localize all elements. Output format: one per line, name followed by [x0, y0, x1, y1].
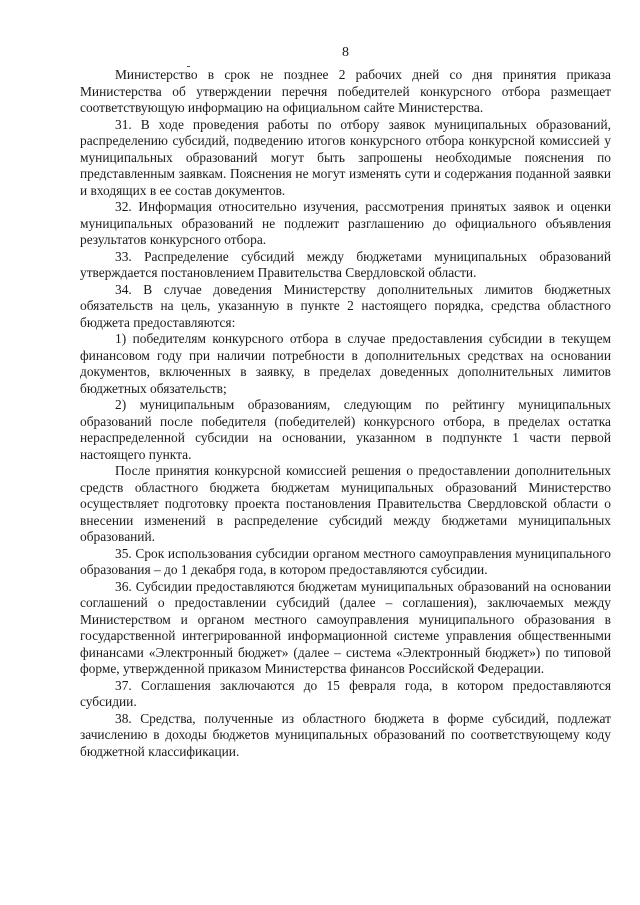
paragraph-34-item-1: 1) победителям конкурсного отбора в случае предоставления субсидии в текущем финансовом году при наличии потребности в дополнительных средствах на основании документов, включенных в заявку, в пределах доведенных дополнительных лимитов бюджетных обязательств;	[80, 331, 611, 396]
paragraph-33: 33. Распределение субсидий между бюджетами муниципальных образований утверждается постановлением Правительства Свердловской области.	[80, 248, 611, 280]
paragraph-34-followup: После принятия конкурсной комиссией решения о предоставлении дополнительных средств областного бюджета бюджетам муниципальных образований Министерство осуществляет подготовку проекта постановления Правительства Свердловской области о внесении изменений в распределение субсидий между бюджетами муниципальных образований.	[80, 463, 611, 544]
paragraph-37: 37. Соглашения заключаются до 15 февраля года, в котором предоставляются субсидии.	[80, 677, 611, 709]
paragraph-32: 32. Информация относительно изучения, рассмотрения принятых заявок и оценки муниципальных образований не подлежит разглашению до официального объявления результатов конкурсного отбора.	[80, 199, 611, 247]
paragraph-publication-notice: Министерство в срок не позднее 2 рабочих дней со дня принятия приказа Министерства об утверждении перечня победителей конкурсного отбора размещает соответствующую информацию на официальном сайте Министерства.	[80, 67, 611, 115]
scan-artifact	[187, 66, 190, 67]
paragraph-31: 31. В ходе проведения работы по отбору заявок муниципальных образований, распределению субсидий, подведению итогов конкурсного отбора конкурсной комиссией у муниципальных образований могут быть запрошены необходимые пояснения по представленным заявкам. Пояснения не могут изменять сути и содержания поданной заявки и входящих в ее состав документов.	[80, 116, 611, 198]
paragraph-35: 35. Срок использования субсидии органом местного самоуправления муниципального образования – до 1 декабря года, в котором предоставляются субсидии.	[80, 545, 611, 577]
paragraph-38: 38. Средства, полученные из областного бюджета в форме субсидий, подлежат зачислению в доходы бюджетов муниципальных образований по соответствующему коду бюджетной классификации.	[80, 710, 611, 759]
paragraph-34: 34. В случае доведения Министерству дополнительных лимитов бюджетных обязательств на цель, указанную в пункте 2 настоящего порядка, средства областного бюджета предоставляются:	[80, 281, 611, 330]
paragraph-34-item-2: 2) муниципальным образованиям, следующим по рейтингу муниципальных образований после победителя (победителей) конкурсного отбора, в пределах остатка нераспределенной субсидии на основании, указанном в подпункте 1 части первой настоящего пункта.	[80, 397, 611, 462]
paragraph-36: 36. Субсидии предоставляются бюджетам муниципальных образований на основании соглашений о предоставлении субсидий (далее – соглашения), заключаемых между Министерством и органом местного самоуправления муниципального образования в государственной интегрированной информационной системе управления общественными финансами «Электронный бюджет» (далее – система «Электронный бюджет») по типовой форме, утвержденной приказом Министерства финансов Российской Федерации.	[80, 578, 611, 676]
page-number: 8	[342, 45, 349, 60]
